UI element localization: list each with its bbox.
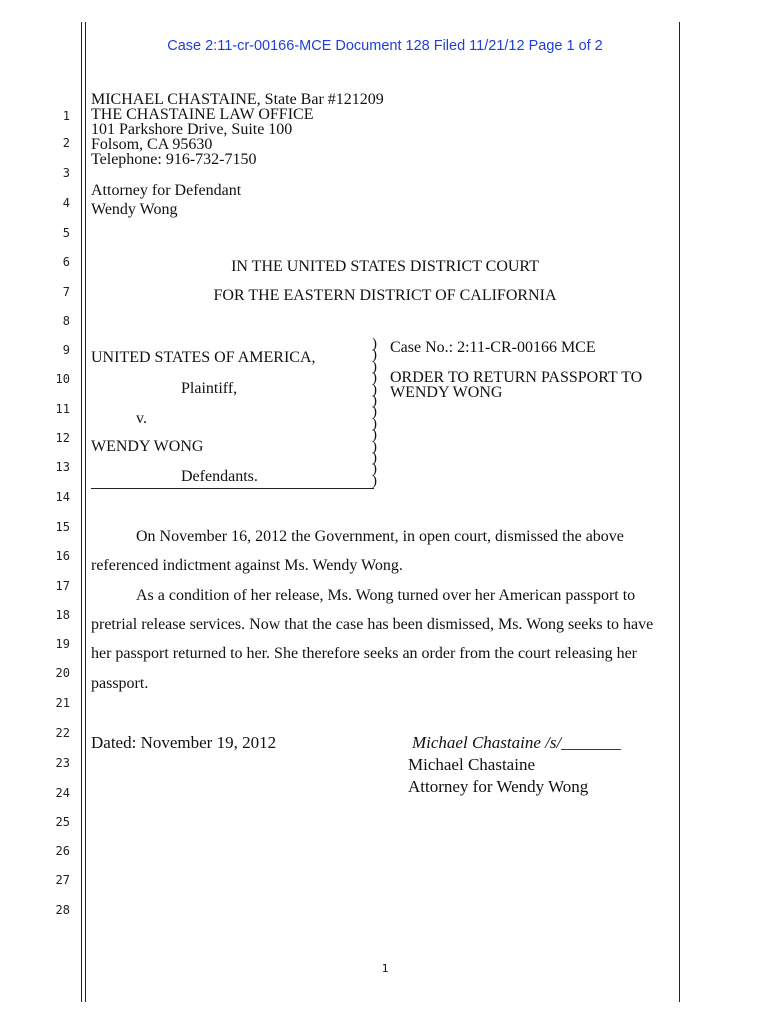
line-number: 17 [55, 579, 70, 593]
plaintiff-role: Plaintiff, [181, 380, 238, 397]
body-paragraph-1-line-1: On November 16, 2012 the Government, in open court, dismissed the above [136, 528, 624, 545]
caption-paren: ) [372, 415, 377, 432]
caption-paren: ) [372, 450, 377, 466]
date-line: Dated: November 19, 2012 [91, 733, 277, 752]
line-number: 26 [55, 844, 70, 858]
attorney-role: Attorney for Defendant [91, 182, 242, 199]
case-number: Case No.: 2:11-CR-00166 MCE [390, 339, 596, 356]
caption-paren: ) [372, 427, 377, 444]
line-number: 1 [62, 109, 70, 123]
body-paragraph-2-line-3: her passport returned to her. She therefore seeks an order from the court releasing her [91, 645, 638, 662]
signer-role: Attorney for Wendy Wong [408, 777, 589, 796]
body-paragraph-1-line-2: referenced indictment against Ms. Wendy Wong. [91, 557, 403, 574]
body-paragraph-2-line-2: pretrial release services. Now that the case has been dismissed, Ms. Wong seeks to have [91, 616, 654, 633]
defendant-name: WENDY WONG [91, 438, 204, 455]
line-number: 10 [55, 372, 70, 386]
electronic-signature: Michael Chastaine /s/_______ [412, 733, 621, 752]
caption-paren: ) [372, 347, 377, 364]
line-number: 5 [62, 226, 70, 240]
line-number: 23 [55, 756, 70, 770]
caption-paren: ) [372, 472, 377, 489]
attorney-client: Wendy Wong [91, 201, 178, 218]
line-number: 18 [55, 608, 70, 622]
left-margin-rule-inner [85, 22, 86, 1002]
line-number: 20 [55, 666, 70, 680]
line-number: 24 [55, 786, 70, 800]
caption-paren: ) [372, 381, 377, 398]
line-number: 7 [62, 285, 70, 299]
attorney-name-bar: MICHAEL CHASTAINE, State Bar #121209 [91, 91, 384, 108]
line-number: 8 [62, 314, 70, 328]
line-number: 21 [55, 696, 70, 710]
plaintiff-name: UNITED STATES OF AMERICA, [91, 349, 316, 366]
caption-rule [91, 488, 374, 489]
line-number: 15 [55, 520, 70, 534]
law-firm-name: THE CHASTAINE LAW OFFICE [91, 106, 314, 123]
line-number: 14 [55, 490, 70, 504]
line-number: 16 [55, 549, 70, 563]
defendant-role: Defendants. [181, 468, 258, 485]
line-number: 3 [62, 166, 70, 180]
address-line-1: 101 Parkshore Drive, Suite 100 [91, 121, 293, 138]
page-number: 1 [381, 962, 389, 975]
line-number: 13 [55, 460, 70, 474]
caption-paren: ) [372, 438, 377, 455]
line-number: 6 [62, 255, 70, 269]
line-number: 12 [55, 431, 70, 445]
signer-name: Michael Chastaine [408, 755, 535, 774]
caption-paren: ) [372, 393, 377, 409]
caption-paren: ) [372, 404, 377, 421]
caption-paren: ) [372, 358, 377, 375]
line-number: 22 [55, 726, 70, 740]
caption-paren: ) [372, 461, 377, 478]
line-number: 11 [55, 402, 70, 416]
document-title-line-1: ORDER TO RETURN PASSPORT TO [390, 369, 643, 386]
document-title-line-2: WENDY WONG [390, 384, 503, 401]
line-number: 28 [55, 903, 70, 917]
line-number: 19 [55, 637, 70, 651]
caption-paren: ) [372, 370, 377, 387]
line-number: 27 [55, 873, 70, 887]
court-title-line-1: IN THE UNITED STATES DISTRICT COURT [231, 258, 539, 275]
line-number: 2 [62, 136, 70, 150]
right-margin-rule [679, 22, 680, 1002]
body-paragraph-2-line-1: As a condition of her release, Ms. Wong turned over her American passport to [136, 587, 636, 604]
versus: v. [136, 410, 147, 427]
telephone: Telephone: 916-732-7150 [91, 151, 257, 168]
line-number: 4 [62, 196, 70, 210]
address-line-2: Folsom, CA 95630 [91, 136, 213, 153]
line-number: 25 [55, 815, 70, 829]
caption-paren: ) [372, 336, 377, 352]
body-paragraph-2-line-4: passport. [91, 675, 149, 692]
court-title-line-2: FOR THE EASTERN DISTRICT OF CALIFORNIA [213, 287, 557, 304]
left-margin-rule-outer [81, 22, 82, 1002]
case-header: Case 2:11-cr-00166-MCE Document 128 Filed 11/21/12 Page 1 of 2 [167, 38, 603, 54]
line-number: 9 [62, 343, 70, 357]
